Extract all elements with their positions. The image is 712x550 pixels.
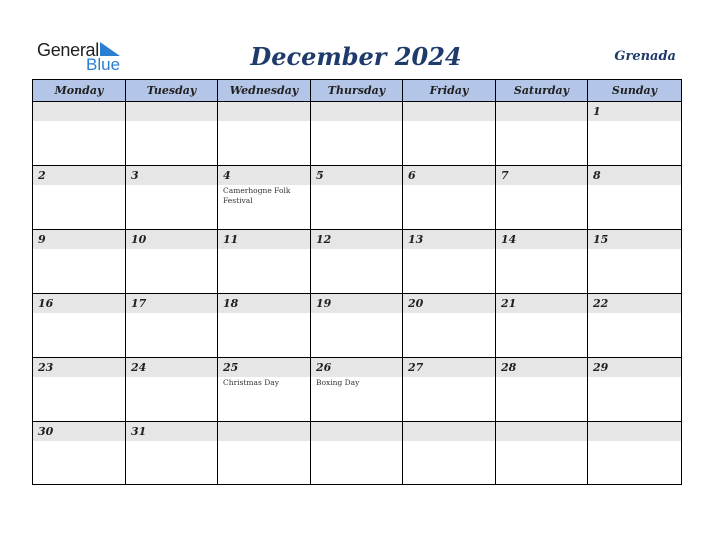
day-number — [218, 422, 310, 441]
day-number: 3 — [126, 166, 217, 185]
day-cell — [588, 166, 682, 230]
day-number: 28 — [496, 358, 587, 377]
logo-text-general: General — [37, 40, 99, 60]
day-number: 27 — [403, 358, 495, 377]
day-cell — [218, 294, 311, 358]
day-cell — [218, 358, 311, 422]
day-number: 25 — [218, 358, 310, 377]
day-number — [33, 102, 125, 121]
day-cell — [218, 102, 311, 166]
day-cell — [496, 358, 588, 422]
day-cell — [126, 166, 218, 230]
day-number: 16 — [33, 294, 125, 313]
day-cell — [496, 294, 588, 358]
calendar-grid — [32, 79, 682, 485]
day-cell — [126, 230, 218, 294]
day-cell — [311, 358, 403, 422]
day-number: 18 — [218, 294, 310, 313]
day-number: 30 — [33, 422, 125, 441]
weekday-header: Wednesday — [218, 80, 311, 102]
weekday-header: Saturday — [496, 80, 588, 102]
day-number — [403, 422, 495, 441]
day-cell — [588, 102, 682, 166]
weekday-header: Tuesday — [126, 80, 218, 102]
day-cell — [33, 358, 126, 422]
day-cell — [311, 102, 403, 166]
day-number — [311, 102, 402, 121]
day-number: 11 — [218, 230, 310, 249]
day-number — [496, 102, 587, 121]
day-cell — [588, 422, 682, 485]
weekday-header-row — [33, 80, 682, 102]
day-number: 8 — [588, 166, 681, 185]
day-cell — [311, 294, 403, 358]
day-cell — [218, 230, 311, 294]
day-cell — [126, 358, 218, 422]
day-number: 2 — [33, 166, 125, 185]
day-number: 9 — [33, 230, 125, 249]
week-row — [33, 422, 682, 485]
day-cell — [126, 422, 218, 485]
day-cell — [218, 422, 311, 485]
day-number: 15 — [588, 230, 681, 249]
day-number: 31 — [126, 422, 217, 441]
day-number: 17 — [126, 294, 217, 313]
day-cell — [311, 422, 403, 485]
day-number: 14 — [496, 230, 587, 249]
week-row — [33, 166, 682, 230]
day-number: 29 — [588, 358, 681, 377]
day-number — [496, 422, 587, 441]
day-number: 23 — [33, 358, 125, 377]
holiday-label: Camerhogne Folk Festival — [223, 186, 291, 205]
day-number: 19 — [311, 294, 402, 313]
day-cell — [496, 230, 588, 294]
day-number — [403, 102, 495, 121]
holiday-label: Boxing Day — [316, 378, 360, 387]
day-cell — [588, 230, 682, 294]
day-cell — [33, 294, 126, 358]
day-cell — [126, 294, 218, 358]
day-cell — [588, 358, 682, 422]
day-number — [311, 422, 402, 441]
country-label: Grenada — [614, 49, 676, 64]
day-number: 24 — [126, 358, 217, 377]
day-cell — [218, 166, 311, 230]
day-cell — [311, 230, 403, 294]
day-cell — [403, 102, 496, 166]
day-number — [588, 422, 681, 441]
day-cell — [33, 166, 126, 230]
day-number: 5 — [311, 166, 402, 185]
weekday-header: Sunday — [588, 80, 682, 102]
day-cell — [403, 166, 496, 230]
day-cell — [33, 230, 126, 294]
day-number: 20 — [403, 294, 495, 313]
day-cell — [311, 166, 403, 230]
day-number: 6 — [403, 166, 495, 185]
weekday-header: Thursday — [311, 80, 403, 102]
day-cell — [403, 294, 496, 358]
day-cell — [33, 102, 126, 166]
weekday-header: Monday — [33, 80, 126, 102]
day-cell — [496, 422, 588, 485]
day-number: 22 — [588, 294, 681, 313]
week-row — [33, 102, 682, 166]
day-cell — [403, 358, 496, 422]
week-row — [33, 230, 682, 294]
day-number: 4 — [218, 166, 310, 185]
day-cell — [403, 422, 496, 485]
day-number: 12 — [311, 230, 402, 249]
week-row — [33, 294, 682, 358]
day-number: 1 — [588, 102, 681, 121]
logo-text-blue: Blue — [86, 55, 121, 74]
day-cell — [496, 166, 588, 230]
weekday-header: Friday — [403, 80, 496, 102]
week-row — [33, 358, 682, 422]
day-cell — [588, 294, 682, 358]
day-cell — [33, 422, 126, 485]
holiday-label: Christmas Day — [223, 378, 279, 387]
day-number: 21 — [496, 294, 587, 313]
day-number — [218, 102, 310, 121]
day-cell — [403, 230, 496, 294]
calendar-title: December 2024 — [250, 42, 462, 71]
day-number: 7 — [496, 166, 587, 185]
day-number — [126, 102, 217, 121]
day-number: 13 — [403, 230, 495, 249]
day-number: 10 — [126, 230, 217, 249]
day-cell — [496, 102, 588, 166]
day-cell — [126, 102, 218, 166]
day-number: 26 — [311, 358, 402, 377]
